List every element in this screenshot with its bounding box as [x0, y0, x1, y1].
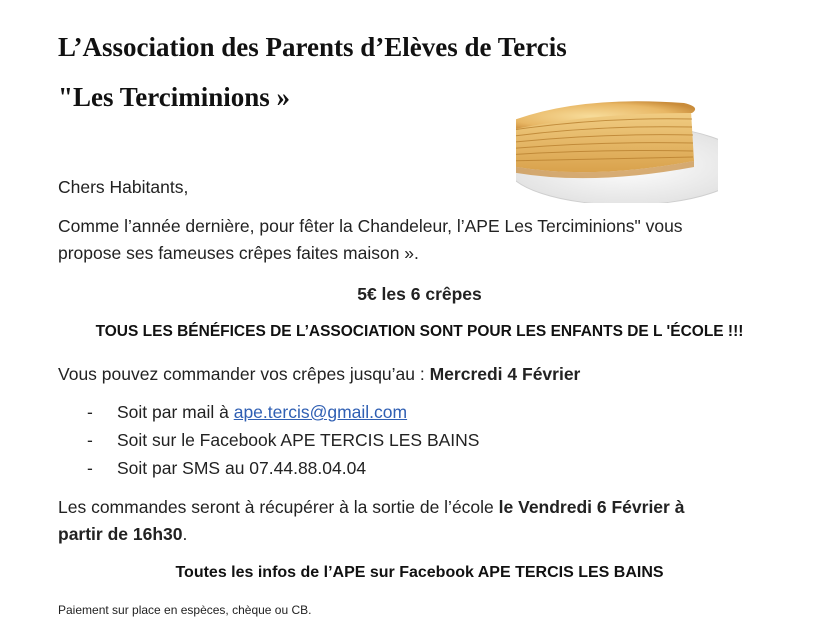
intro-line-1: Comme l’année dernière, pour fêter la Chandeleur, l’APE Les Terciminions" vous — [58, 216, 683, 236]
pickup-prefix: Les commandes seront à récupérer à la sortie de l’école — [58, 497, 499, 517]
bullet-dash: - — [87, 458, 93, 478]
title-line-2: "Les Terciminions » — [58, 82, 291, 112]
title-line-1: L’Association des Parents d’Elèves de Tercis — [58, 32, 567, 62]
bullet-dash: - — [87, 430, 93, 450]
option-mail-text — [117, 402, 407, 423]
pickup-date: le Vendredi 6 Février à — [498, 497, 685, 517]
email-link[interactable]: ape.tercis@gmail.com — [233, 402, 408, 422]
order-deadline-date: Mercredi 4 Février — [429, 364, 581, 384]
bullet-dash: - — [87, 402, 93, 422]
benefits-notice: TOUS LES BÉNÉFICES DE L’ASSOCIATION SONT POUR LES ENFANTS DE L 'ÉCOLE !!! — [95, 323, 744, 340]
pickup-suffix: . — [182, 524, 188, 544]
pickup-line-1 — [58, 497, 684, 518]
intro-line-2: propose ses fameuses crêpes faites maison ». — [58, 243, 419, 263]
pickup-line-2 — [58, 524, 187, 545]
price: 5€ les 6 crêpes — [357, 284, 482, 304]
option-mail — [0, 402, 839, 426]
pickup-time: partir de 16h30 — [58, 524, 183, 544]
payment-note: Paiement sur place en espèces, chèque ou CB. — [58, 603, 312, 617]
order-prefix: Vous pouvez commander vos crêpes jusqu’au : — [58, 364, 430, 384]
option-sms-text: Soit par SMS au 07.44.88.04.04 — [117, 458, 367, 478]
option-mail-label: Soit par mail à — [117, 402, 234, 422]
option-facebook — [0, 430, 839, 454]
option-sms — [0, 458, 839, 482]
order-deadline — [58, 364, 580, 385]
crepes-photo — [516, 73, 718, 203]
greeting: Chers Habitants, — [58, 177, 189, 197]
option-facebook-text: Soit sur le Facebook APE TERCIS LES BAINS — [117, 430, 480, 450]
facebook-info: Toutes les infos de l’APE sur Facebook APE TERCIS LES BAINS — [175, 564, 664, 581]
